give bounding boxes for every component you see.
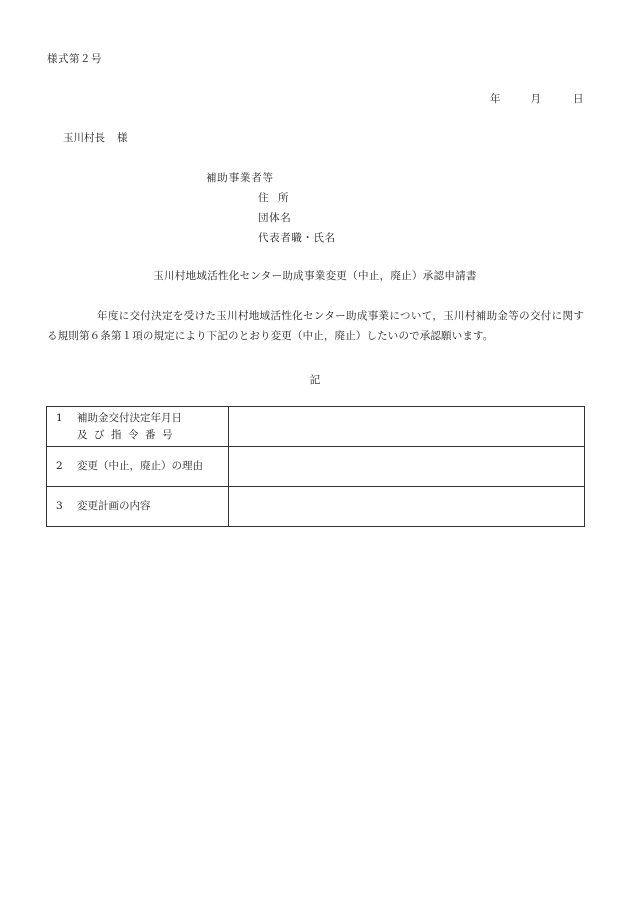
ki-heading: 記	[309, 374, 321, 386]
applicant-organization-label: 団体名	[258, 212, 292, 224]
body-paragraph: 年度に交付決定を受けた玉川村地域活性化センター助成事業について，玉川村補助金等の交付に関する規則第６条第１項の規定により下記のとおり変更（中止，廃止）したいので承認願います。	[47, 310, 584, 342]
addressee-name: 玉川村長	[63, 132, 105, 144]
table-row	[47, 487, 585, 527]
addressee-honorific: 様	[117, 132, 128, 144]
item-number: 3	[56, 500, 63, 512]
date-month-label: 月	[530, 93, 541, 105]
item-label-cell	[47, 487, 229, 527]
addressee	[63, 130, 128, 145]
applicant-address-label	[258, 190, 298, 205]
address-char-2: 所	[278, 192, 289, 204]
item-number: 1	[56, 411, 63, 424]
item-value-cell[interactable]	[229, 487, 585, 527]
item-label: 変更（中止，廃止）の理由	[77, 460, 203, 472]
table-row	[47, 447, 585, 487]
item-label: 補助金交付決定年月日	[77, 411, 182, 424]
item-label-cell	[47, 447, 229, 487]
date-year-label: 年	[490, 93, 501, 105]
item-number: 2	[56, 460, 63, 472]
document-title: 玉川村地域活性化センター助成事業変更（中止，廃止）承認申請書	[153, 270, 477, 282]
date-day-label: 日	[573, 93, 584, 105]
item-value-cell[interactable]	[229, 407, 585, 447]
table-row	[47, 407, 585, 447]
item-sublabel: 及び指令番号	[77, 428, 179, 441]
item-value-cell[interactable]	[229, 447, 585, 487]
date-line	[490, 91, 584, 106]
items-table	[46, 406, 585, 527]
applicant-heading: 補助事業者等	[206, 172, 274, 184]
applicant-representative-label: 代表者職・氏名	[258, 232, 336, 244]
address-char-1: 住	[258, 192, 269, 204]
item-label: 変更計画の内容	[77, 500, 151, 512]
form-number: 様式第２号	[47, 53, 102, 65]
item-label-cell	[47, 407, 229, 447]
